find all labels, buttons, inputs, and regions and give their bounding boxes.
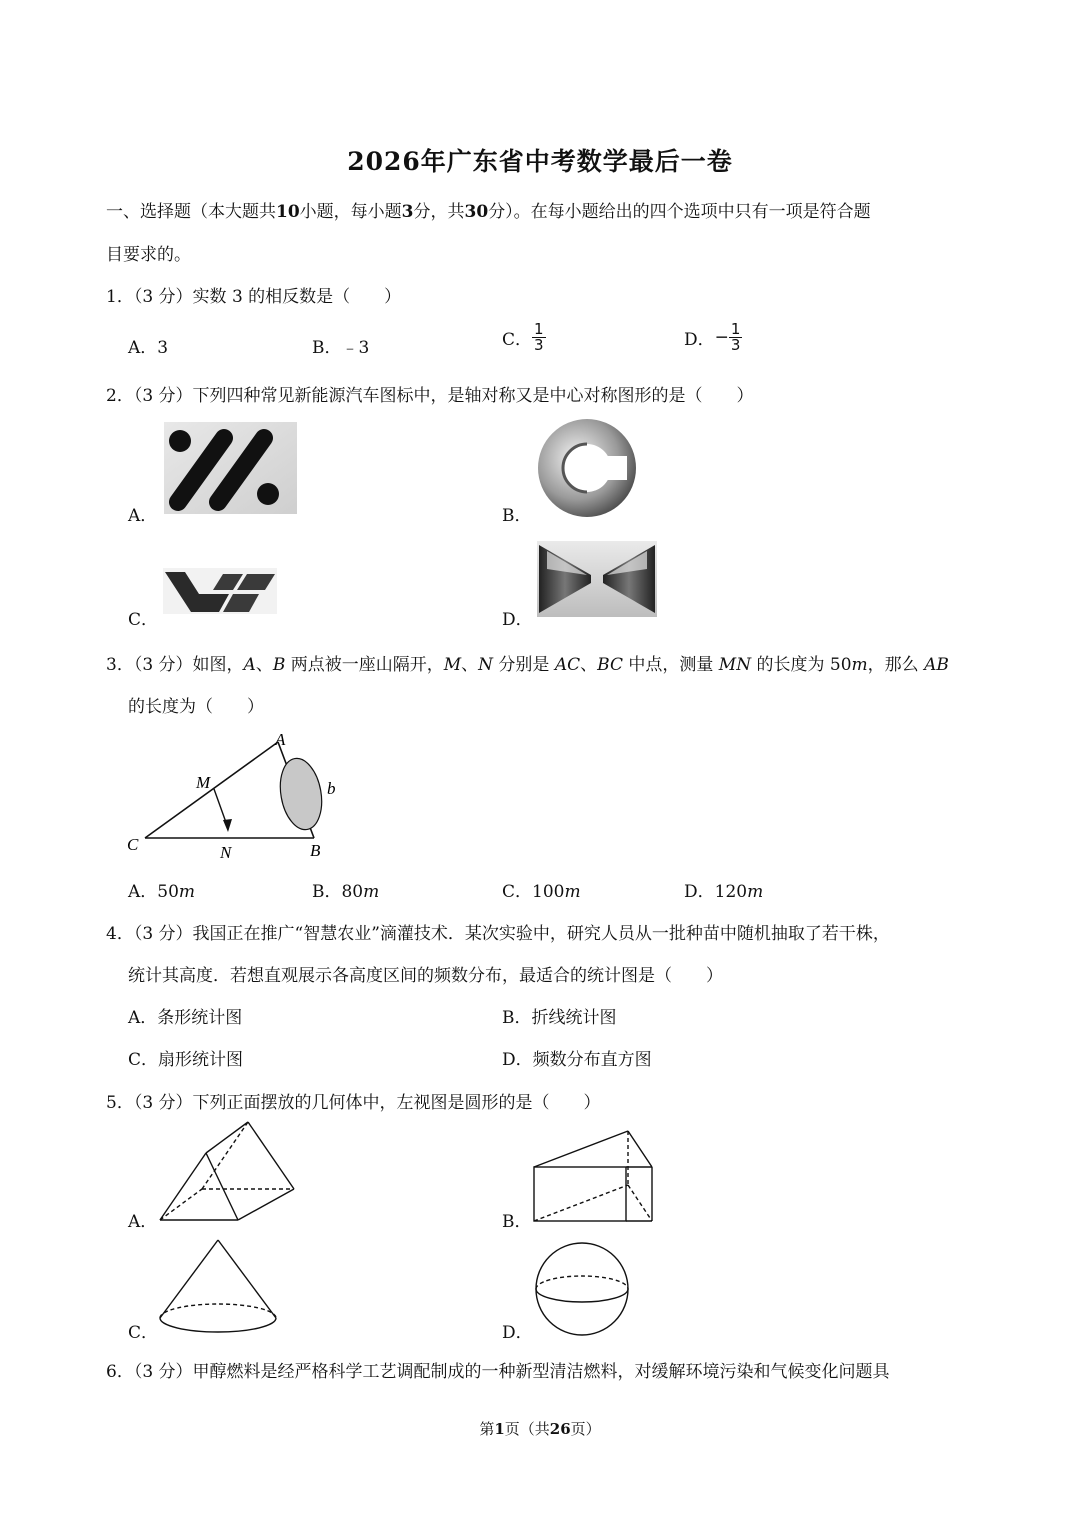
section-heading-line1 bbox=[106, 197, 871, 222]
q2-option-a: A． bbox=[128, 506, 158, 526]
points-total: 30 bbox=[464, 202, 489, 222]
q2-option-d: D． bbox=[502, 610, 533, 630]
q1-option-b: B．﹣3 bbox=[312, 338, 370, 358]
q3-stem-line2: 的长度为（ ） bbox=[128, 697, 264, 717]
segment-ac-ref: AC bbox=[554, 655, 581, 675]
q2-option-c: C． bbox=[128, 610, 159, 630]
cone-figure bbox=[158, 1238, 280, 1336]
q3-text: ，那么 bbox=[867, 655, 925, 675]
fig-label-a: A bbox=[275, 730, 286, 749]
q4-option-a: A．条形统计图 bbox=[128, 1008, 243, 1028]
q5-option-c: C． bbox=[128, 1323, 159, 1343]
logo-c-image bbox=[163, 568, 277, 614]
q4-stem-line1: 4．（3 分）我国正在推广“智慧农业”滴灌技术．某次实验中，研究人员从一批种苗中随机抽取了若干株， bbox=[106, 924, 890, 944]
q5-option-b: B． bbox=[502, 1212, 532, 1232]
q4-option-c: C．扇形统计图 bbox=[128, 1050, 244, 1070]
total-pages: 26 bbox=[549, 1420, 571, 1438]
q1-option-c bbox=[502, 322, 546, 353]
q3-option-d bbox=[684, 877, 763, 902]
page-title: 2026年广东省中考数学最后一卷 bbox=[347, 147, 733, 176]
sphere-figure bbox=[534, 1243, 630, 1339]
unit-m: m bbox=[564, 882, 581, 902]
section-text: 分，共 bbox=[413, 202, 465, 222]
q1-stem: 1．（3 分）实数 3 的相反数是（ ） bbox=[106, 287, 402, 307]
q3-triangle-figure bbox=[120, 722, 360, 867]
logo-b-image bbox=[536, 417, 638, 519]
rectangular-prism-figure bbox=[532, 1129, 656, 1223]
q1-option-d bbox=[684, 322, 742, 353]
unit-m: m bbox=[747, 882, 764, 902]
segment-bc-ref: BC bbox=[597, 655, 623, 675]
q5-stem: 5．（3 分）下列正面摆放的几何体中，左视图是圆形的是（ ） bbox=[106, 1093, 601, 1113]
fraction bbox=[729, 322, 743, 353]
q3-text: 、 bbox=[580, 655, 598, 675]
q3-option-c bbox=[502, 877, 581, 902]
point-b-ref: B bbox=[272, 655, 286, 675]
segment-ab-ref: AB bbox=[924, 655, 949, 675]
section-text: 一、选择题（本大题共 bbox=[106, 202, 276, 222]
numerator: 1 bbox=[534, 320, 544, 338]
q3-text: 的长度为 50 bbox=[751, 655, 852, 675]
minus-sign: − bbox=[714, 327, 729, 348]
option-label: C． bbox=[502, 330, 533, 350]
q4-stem-line2: 统计其高度．若想直观展示各高度区间的频数分布，最适合的统计图是（ ） bbox=[128, 966, 723, 986]
q3-text: 3．（3 分）如图， bbox=[106, 655, 244, 675]
page-number: 1 bbox=[494, 1420, 505, 1438]
option-text: A．50 bbox=[128, 882, 179, 902]
footer-text: 页（共 bbox=[504, 1420, 550, 1438]
section-text: 分）。在每小题给出的四个选项中只有一项是符合题 bbox=[488, 202, 871, 222]
triangular-prism-figure bbox=[158, 1120, 298, 1224]
q3-text: 分别是 bbox=[493, 655, 555, 675]
fraction bbox=[532, 322, 546, 353]
q2-stem: 2．（3 分）下列四种常见新能源汽车图标中，是轴对称又是中心对称图形的是（ ） bbox=[106, 386, 754, 406]
q3-text: 中点，测量 bbox=[622, 655, 719, 675]
q6-stem: 6．（3 分）甲醇燃料是经严格科学工艺调配制成的一种新型清洁燃料，对缓解环境污染和气候变化问题具 bbox=[106, 1362, 890, 1382]
q5-option-a: A． bbox=[128, 1212, 158, 1232]
logo-a-image bbox=[164, 422, 297, 514]
point-n-ref: N bbox=[478, 655, 494, 675]
unit-m: m bbox=[363, 882, 380, 902]
footer-text: 第 bbox=[479, 1420, 495, 1438]
question-count: 10 bbox=[276, 202, 300, 222]
fig-label-c: C bbox=[127, 835, 139, 854]
q3-option-a bbox=[128, 877, 195, 902]
page-footer bbox=[0, 1418, 1080, 1439]
option-text: C．100 bbox=[502, 882, 565, 902]
option-text: B．80 bbox=[312, 882, 364, 902]
logo-d-image bbox=[537, 541, 657, 617]
q1-option-a: A．3 bbox=[128, 338, 169, 358]
denominator: 3 bbox=[534, 336, 544, 354]
section-text: 小题，每小题 bbox=[299, 202, 402, 222]
footer-text: 页） bbox=[570, 1420, 601, 1438]
q3-text: 、 bbox=[461, 655, 479, 675]
unit-m: m bbox=[178, 882, 196, 902]
fig-label-n: N bbox=[220, 843, 232, 862]
q5-option-d: D． bbox=[502, 1323, 533, 1343]
unit-m: m bbox=[851, 655, 868, 675]
q2-option-b: B． bbox=[502, 506, 532, 526]
q4-option-d: D．频数分布直方图 bbox=[502, 1050, 652, 1070]
q4-option-b: B．折线统计图 bbox=[502, 1008, 617, 1028]
option-label: D． bbox=[684, 330, 715, 350]
section-heading-line2: 目要求的。 bbox=[106, 245, 191, 265]
point-m-ref: M bbox=[443, 655, 462, 675]
fig-label-m: M bbox=[196, 773, 211, 792]
denominator: 3 bbox=[730, 336, 741, 354]
numerator: 1 bbox=[730, 320, 741, 338]
q3-option-b bbox=[312, 877, 379, 902]
option-text: D．120 bbox=[684, 882, 748, 902]
points-each: 3 bbox=[401, 202, 414, 222]
q3-stem-line1 bbox=[106, 650, 949, 675]
fig-label-b-mountain: b bbox=[327, 779, 336, 798]
fig-label-b: B bbox=[310, 841, 321, 860]
point-a-ref: A bbox=[243, 655, 256, 675]
q3-text: 、 bbox=[255, 655, 273, 675]
segment-mn-ref: MN bbox=[718, 655, 752, 675]
q3-text: 两点被一座山隔开， bbox=[285, 655, 444, 675]
